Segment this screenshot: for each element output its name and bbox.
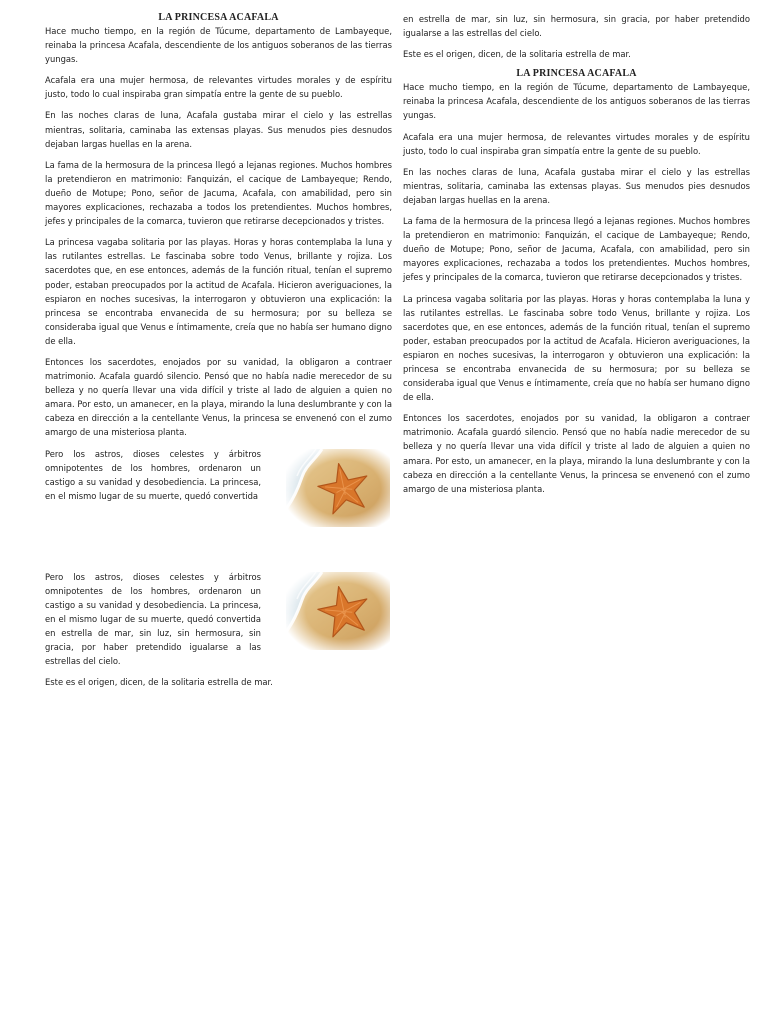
- right-column: [403, 12, 750, 503]
- starfish-on-sand-icon: [286, 449, 390, 527]
- paragraph-with-image: [45, 447, 392, 527]
- paragraph: Acafala era una mujer hermosa, de relevantes virtudes morales y de espíritu justo, todo lo cual inspiraba gran simpatía entre la gente de su pueblo.: [45, 75, 392, 100]
- paragraph: Hace mucho tiempo, en la región de Túcume, departamento de Lambayeque, reinaba la princesa Acafala, descendiente de los antiguos soberanos de las tierras yungas.: [45, 26, 392, 65]
- paragraph: En las noches claras de luna, Acafala gustaba mirar el cielo y las estrellas mientras, solitaria, caminaba las extensas playas. Sus menudos pies desnudos dejaban largas huellas en la arena.: [403, 166, 750, 205]
- paragraph: Hace mucho tiempo, en la región de Túcume, departamento de Lambayeque, reinaba la princesa Acafala, descendiente de los antiguos soberanos de las tierras yungas.: [403, 82, 750, 121]
- paragraph: Acafala era una mujer hermosa, de relevantes virtudes morales y de espíritu justo, todo lo cual inspiraba gran simpatía entre la gente de su pueblo.: [403, 131, 750, 156]
- paragraph: La fama de la hermosura de la princesa llegó a lejanas regiones. Muchos hombres la pretendieron en matrimonio: Fanquizán, el cacique de Lambayeque; Rendo, dueño de Motupe; Pono, señor de Jacuma, Acafala, con amabilidad, pero sin mayores explicaciones, rechazaba a todos los pretendientes. Muchos hombres, jefes y principales de la comarca, tuvieron que retirarse decepcionados y tristes.: [403, 216, 750, 283]
- starfish-on-sand-icon: [286, 572, 390, 650]
- paragraph: Pero los astros, dioses celestes y árbitros omnipotentes de los hombres, ordenaron un castigo a su vanidad y desobediencia. La princesa, en el mismo lugar de su muerte, quedó convertida en estrella de mar, sin luz, sin hermosura, sin gracia, por haber pretendido igualarse a las estrellas del cielo.: [45, 571, 261, 667]
- paragraph: Entonces los sacerdotes, enojados por su vanidad, la obligaron a contraer matrimonio. Acafala guardó silencio. Pensó que no había nadie merecedor de su belleza y no quería llevar una vida difícil y triste al lado de alguien a quien no amara. Por esto, un amanecer, en la playa, mirando la luna deslumbrante y con la cabeza en dirección a la centellante Venus, la princesa se envenenó con el zumo amargo de una misteriosa planta.: [403, 413, 750, 494]
- paragraph: En las noches claras de luna, Acafala gustaba mirar el cielo y las estrellas mientras, solitaria, caminaba las extensas playas. Sus menudos pies desnudos dejaban largas huellas en la arena.: [45, 110, 392, 149]
- paragraph: La princesa vagaba solitaria por las playas. Horas y horas contemplaba la luna y las rutilantes estrellas. Le fascinaba sobre todo Venus, brillante y rojiza. Los sacerdotes que, en ese entonces, además de la función ritual, tenían el supremo poder, estaban preocupados por la actitud de Acafala. Hicieron averiguaciones, la espiaron en noches sucesivas, la interrogaron y obtuvieron una explicación: la princesa se encontraba envanecida de su hermosura; por su belleza se consideraba igual que Venus e íntimamente, creía que no había ser humano digno de ella.: [403, 293, 750, 403]
- paragraph: en estrella de mar, sin luz, sin hermosura, sin gracia, por haber pretendido igualarse a las estrellas del cielo.: [403, 14, 750, 39]
- paragraph: Pero los astros, dioses celestes y árbitros omnipotentes de los hombres, ordenaron un castigo a su vanidad y desobediencia. La princesa, en el mismo lugar de su muerte, quedó convertida: [45, 448, 261, 501]
- paragraph: La princesa vagaba solitaria por las playas. Horas y horas contemplaba la luna y las rutilantes estrellas. Le fascinaba sobre todo Venus, brillante y rojiza. Los sacerdotes que, en ese entonces, además de la función ritual, tenían el supremo poder, estaban preocupados por la actitud de Acafala. Hicieron averiguaciones, la espiaron en noches sucesivas, la interrogaron y obtuvieron una explicación: la princesa se encontraba envanecida de su hermosura; por su belleza se consideraba igual que Venus e íntimamente, creía que no había ser humano digno de ella.: [45, 237, 392, 346]
- paragraph: Entonces los sacerdotes, enojados por su vanidad, la obligaron a contraer matrimonio. Acafala guardó silencio. Pensó que no había nadie merecedor de su belleza y no quería llevar una vida difícil y triste al lado de alguien a quien no amara. Por esto, un amanecer, en la playa, mirando la luna deslumbrante y con la cabeza en dirección a la centellante Venus, la princesa se envenenó con el zumo amargo de una misteriosa planta.: [45, 356, 392, 438]
- paragraph: La fama de la hermosura de la princesa llegó a lejanas regiones. Muchos hombres la pretendieron en matrimonio: Fanquizán, el cacique de Lambayeque; Rendo, dueño de Motupe; Pono, señor de Jacuma, Acafala, con amabilidad, pero sin mayores explicaciones, rechazaba a todos los pretendientes. Muchos hombres, jefes y principales de la comarca, tuvieron que retirarse decepcionados y tristes.: [45, 159, 392, 227]
- paragraph-with-image: [45, 570, 392, 669]
- story-title: LA PRINCESA ACAFALA: [516, 68, 637, 80]
- story-title: LA PRINCESA ACAFALA: [158, 12, 279, 23]
- spacer: [45, 534, 392, 570]
- paragraph: Este es el origen, dicen, de la solitaria estrella de mar.: [403, 49, 631, 60]
- paragraph: Este es el origen, dicen, de la solitaria estrella de mar.: [45, 677, 273, 688]
- left-column: [45, 12, 392, 696]
